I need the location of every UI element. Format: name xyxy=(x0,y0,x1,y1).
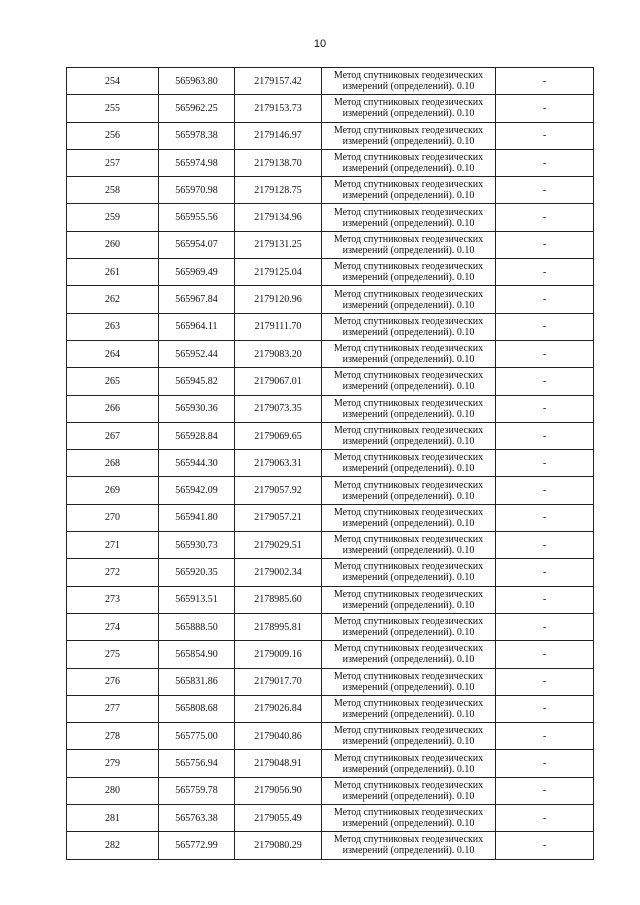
table-row xyxy=(67,723,594,750)
table-row xyxy=(67,559,594,586)
x-coordinate-cell: 565945.82 xyxy=(159,368,235,395)
point-number-cell: 270 xyxy=(67,504,159,531)
method-text-line-1: Метод спутниковых геодезических xyxy=(333,288,484,300)
table-row xyxy=(67,750,594,777)
table-row xyxy=(67,68,594,95)
table-row xyxy=(67,368,594,395)
point-number-cell: 276 xyxy=(67,668,159,695)
table-row xyxy=(67,340,594,367)
method-cell xyxy=(322,668,496,695)
y-coordinate-cell: 2179057.21 xyxy=(235,504,322,531)
method-cell xyxy=(322,122,496,149)
table-row xyxy=(67,95,594,122)
point-number-cell: 271 xyxy=(67,532,159,559)
method-text-line-1: Метод спутниковых геодезических xyxy=(333,70,484,82)
x-coordinate-cell: 565854.90 xyxy=(159,641,235,668)
note-cell: - xyxy=(496,477,594,504)
note-cell: - xyxy=(496,750,594,777)
x-coordinate-cell: 565978.38 xyxy=(159,122,235,149)
y-coordinate-cell: 2179134.96 xyxy=(235,204,322,231)
y-coordinate-cell: 2178985.60 xyxy=(235,586,322,613)
point-number-cell: 267 xyxy=(67,422,159,449)
point-number-cell: 260 xyxy=(67,231,159,258)
point-number-cell: 257 xyxy=(67,149,159,176)
method-text-line-1: Метод спутниковых геодезических xyxy=(333,616,484,628)
method-text-line-1: Метод спутниковых геодезических xyxy=(333,752,484,764)
method-text-line-2: измерений (определений). 0.10 xyxy=(342,736,475,748)
method-text-line-2: измерений (определений). 0.10 xyxy=(342,81,475,93)
y-coordinate-cell: 2179057.92 xyxy=(235,477,322,504)
method-cell xyxy=(322,695,496,722)
method-text-line-1: Метод спутниковых геодезических xyxy=(333,206,484,218)
note-cell: - xyxy=(496,95,594,122)
note-cell: - xyxy=(496,668,594,695)
method-text-line-2: измерений (определений). 0.10 xyxy=(342,408,475,420)
point-number-cell: 262 xyxy=(67,286,159,313)
method-text-line-2: измерений (определений). 0.10 xyxy=(342,299,475,311)
y-coordinate-cell: 2179083.20 xyxy=(235,340,322,367)
method-text-line-1: Метод спутниковых геодезических xyxy=(333,807,484,819)
point-number-cell: 263 xyxy=(67,313,159,340)
x-coordinate-cell: 565763.38 xyxy=(159,805,235,832)
method-text-line-1: Метод спутниковых геодезических xyxy=(333,670,484,682)
y-coordinate-cell: 2179026.84 xyxy=(235,695,322,722)
method-cell xyxy=(322,777,496,804)
point-number-cell: 258 xyxy=(67,177,159,204)
coordinates-table-body xyxy=(67,68,594,860)
method-text-line-2: измерений (определений). 0.10 xyxy=(342,790,475,802)
table-row xyxy=(67,422,594,449)
method-text-line-1: Метод спутниковых геодезических xyxy=(333,124,484,136)
method-text-line-2: измерений (определений). 0.10 xyxy=(342,326,475,338)
note-cell: - xyxy=(496,259,594,286)
method-cell xyxy=(322,641,496,668)
point-number-cell: 256 xyxy=(67,122,159,149)
method-text-line-2: измерений (определений). 0.10 xyxy=(342,572,475,584)
table-row xyxy=(67,395,594,422)
note-cell: - xyxy=(496,395,594,422)
note-cell: - xyxy=(496,777,594,804)
point-number-cell: 272 xyxy=(67,559,159,586)
point-number-cell: 261 xyxy=(67,259,159,286)
method-text-line-1: Метод спутниковых геодезических xyxy=(333,315,484,327)
method-text-line-1: Метод спутниковых геодезических xyxy=(333,479,484,491)
point-number-cell: 265 xyxy=(67,368,159,395)
method-cell xyxy=(322,723,496,750)
point-number-cell: 275 xyxy=(67,641,159,668)
table-row xyxy=(67,532,594,559)
method-text-line-2: измерений (определений). 0.10 xyxy=(342,463,475,475)
note-cell: - xyxy=(496,613,594,640)
point-number-cell: 274 xyxy=(67,613,159,640)
note-cell: - xyxy=(496,805,594,832)
x-coordinate-cell: 565964.11 xyxy=(159,313,235,340)
point-number-cell: 268 xyxy=(67,450,159,477)
y-coordinate-cell: 2179146.97 xyxy=(235,122,322,149)
method-cell xyxy=(322,613,496,640)
note-cell: - xyxy=(496,177,594,204)
table-row xyxy=(67,641,594,668)
y-coordinate-cell: 2179138.70 xyxy=(235,149,322,176)
method-text-line-1: Метод спутниковых геодезических xyxy=(333,834,484,846)
method-text-line-1: Метод спутниковых геодезических xyxy=(333,779,484,791)
method-text-line-2: измерений (определений). 0.10 xyxy=(342,163,475,175)
x-coordinate-cell: 565831.86 xyxy=(159,668,235,695)
method-cell xyxy=(322,204,496,231)
method-text-line-1: Метод спутниковых геодезических xyxy=(333,261,484,273)
method-text-line-2: измерений (определений). 0.10 xyxy=(342,135,475,147)
note-cell: - xyxy=(496,559,594,586)
point-number-cell: 259 xyxy=(67,204,159,231)
y-coordinate-cell: 2179056.90 xyxy=(235,777,322,804)
method-text-line-2: измерений (определений). 0.10 xyxy=(342,190,475,202)
x-coordinate-cell: 565969.49 xyxy=(159,259,235,286)
table-row xyxy=(67,122,594,149)
note-cell: - xyxy=(496,368,594,395)
y-coordinate-cell: 2179017.70 xyxy=(235,668,322,695)
method-text-line-2: измерений (определений). 0.10 xyxy=(342,381,475,393)
note-cell: - xyxy=(496,422,594,449)
method-cell xyxy=(322,313,496,340)
point-number-cell: 255 xyxy=(67,95,159,122)
method-text-line-2: измерений (определений). 0.10 xyxy=(342,627,475,639)
y-coordinate-cell: 2179073.35 xyxy=(235,395,322,422)
note-cell: - xyxy=(496,586,594,613)
note-cell: - xyxy=(496,723,594,750)
y-coordinate-cell: 2179125.04 xyxy=(235,259,322,286)
table-row xyxy=(67,259,594,286)
table-row xyxy=(67,777,594,804)
method-cell xyxy=(322,286,496,313)
x-coordinate-cell: 565962.25 xyxy=(159,95,235,122)
method-text-line-1: Метод спутниковых геодезических xyxy=(333,534,484,546)
method-text-line-2: измерений (определений). 0.10 xyxy=(342,244,475,256)
point-number-cell: 269 xyxy=(67,477,159,504)
method-text-line-1: Метод спутниковых геодезических xyxy=(333,97,484,109)
point-number-cell: 281 xyxy=(67,805,159,832)
method-cell xyxy=(322,805,496,832)
note-cell: - xyxy=(496,68,594,95)
note-cell: - xyxy=(496,149,594,176)
method-text-line-2: измерений (определений). 0.10 xyxy=(342,436,475,447)
x-coordinate-cell: 565941.80 xyxy=(159,504,235,531)
table-row xyxy=(67,668,594,695)
y-coordinate-cell: 2179009.16 xyxy=(235,641,322,668)
method-text-line-1: Метод спутниковых геодезических xyxy=(333,343,484,355)
note-cell: - xyxy=(496,231,594,258)
method-cell xyxy=(322,340,496,367)
method-text-line-1: Метод спутниковых геодезических xyxy=(333,725,484,737)
y-coordinate-cell: 2179080.29 xyxy=(235,832,322,859)
point-number-cell: 273 xyxy=(67,586,159,613)
method-cell xyxy=(322,559,496,586)
y-coordinate-cell: 2179063.31 xyxy=(235,450,322,477)
note-cell: - xyxy=(496,832,594,859)
table-row xyxy=(67,313,594,340)
note-cell: - xyxy=(496,450,594,477)
point-number-cell: 282 xyxy=(67,832,159,859)
method-cell xyxy=(322,231,496,258)
x-coordinate-cell: 565970.98 xyxy=(159,177,235,204)
method-text-line-1: Метод спутниковых геодезических xyxy=(333,179,484,191)
method-text-line-2: измерений (определений). 0.10 xyxy=(342,545,475,557)
method-cell xyxy=(322,504,496,531)
y-coordinate-cell: 2179153.73 xyxy=(235,95,322,122)
method-cell xyxy=(322,95,496,122)
y-coordinate-cell: 2179128.75 xyxy=(235,177,322,204)
method-text-line-2: измерений (определений). 0.10 xyxy=(342,818,475,830)
point-number-cell: 280 xyxy=(67,777,159,804)
y-coordinate-cell: 2179029.51 xyxy=(235,532,322,559)
method-text-line-1: Метод спутниковых геодезических xyxy=(333,425,484,436)
method-text-line-1: Метод спутниковых геодезических xyxy=(333,233,484,245)
note-cell: - xyxy=(496,695,594,722)
method-text-line-1: Метод спутниковых геодезических xyxy=(333,397,484,409)
table-row xyxy=(67,149,594,176)
method-cell xyxy=(322,368,496,395)
note-cell: - xyxy=(496,641,594,668)
x-coordinate-cell: 565930.73 xyxy=(159,532,235,559)
method-cell xyxy=(322,395,496,422)
method-cell xyxy=(322,68,496,95)
method-text-line-2: измерений (определений). 0.10 xyxy=(342,681,475,693)
y-coordinate-cell: 2179067.01 xyxy=(235,368,322,395)
table-row xyxy=(67,586,594,613)
method-cell xyxy=(322,149,496,176)
method-text-line-1: Метод спутниковых геодезических xyxy=(333,561,484,573)
y-coordinate-cell: 2179157.42 xyxy=(235,68,322,95)
method-text-line-1: Метод спутниковых геодезических xyxy=(333,588,484,600)
method-cell xyxy=(322,750,496,777)
method-text-line-2: измерений (определений). 0.10 xyxy=(342,490,475,502)
method-cell xyxy=(322,450,496,477)
note-cell: - xyxy=(496,532,594,559)
method-text-line-1: Метод спутниковых геодезических xyxy=(333,152,484,164)
x-coordinate-cell: 565756.94 xyxy=(159,750,235,777)
x-coordinate-cell: 565920.35 xyxy=(159,559,235,586)
table-row xyxy=(67,450,594,477)
table-row xyxy=(67,204,594,231)
x-coordinate-cell: 565775.00 xyxy=(159,723,235,750)
x-coordinate-cell: 565772.99 xyxy=(159,832,235,859)
method-text-line-1: Метод спутниковых геодезических xyxy=(333,452,484,464)
note-cell: - xyxy=(496,340,594,367)
note-cell: - xyxy=(496,504,594,531)
x-coordinate-cell: 565954.07 xyxy=(159,231,235,258)
method-cell xyxy=(322,586,496,613)
method-cell xyxy=(322,259,496,286)
x-coordinate-cell: 565930.36 xyxy=(159,395,235,422)
y-coordinate-cell: 2178995.81 xyxy=(235,613,322,640)
method-text-line-1: Метод спутниковых геодезических xyxy=(333,506,484,518)
note-cell: - xyxy=(496,286,594,313)
note-cell: - xyxy=(496,204,594,231)
method-text-line-2: измерений (определений). 0.10 xyxy=(342,654,475,666)
method-text-line-2: измерений (определений). 0.10 xyxy=(342,763,475,775)
x-coordinate-cell: 565952.44 xyxy=(159,340,235,367)
method-text-line-2: измерений (определений). 0.10 xyxy=(342,708,475,720)
x-coordinate-cell: 565942.09 xyxy=(159,477,235,504)
point-number-cell: 266 xyxy=(67,395,159,422)
page-number: 10 xyxy=(313,38,327,50)
method-text-line-1: Метод спутниковых геодезических xyxy=(333,697,484,709)
note-cell: - xyxy=(496,122,594,149)
table-row xyxy=(67,177,594,204)
point-number-cell: 254 xyxy=(67,68,159,95)
table-row xyxy=(67,504,594,531)
x-coordinate-cell: 565944.30 xyxy=(159,450,235,477)
y-coordinate-cell: 2179040.86 xyxy=(235,723,322,750)
table-row xyxy=(67,477,594,504)
table-row xyxy=(67,286,594,313)
x-coordinate-cell: 565759.78 xyxy=(159,777,235,804)
y-coordinate-cell: 2179120.96 xyxy=(235,286,322,313)
table-row xyxy=(67,832,594,859)
method-text-line-2: измерений (определений). 0.10 xyxy=(342,354,475,366)
x-coordinate-cell: 565928.84 xyxy=(159,422,235,449)
y-coordinate-cell: 2179048.91 xyxy=(235,750,322,777)
method-cell xyxy=(322,422,496,449)
x-coordinate-cell: 565888.50 xyxy=(159,613,235,640)
method-text-line-2: измерений (определений). 0.10 xyxy=(342,272,475,284)
x-coordinate-cell: 565963.80 xyxy=(159,68,235,95)
x-coordinate-cell: 565913.51 xyxy=(159,586,235,613)
y-coordinate-cell: 2179002.34 xyxy=(235,559,322,586)
y-coordinate-cell: 2179111.70 xyxy=(235,313,322,340)
x-coordinate-cell: 565808.68 xyxy=(159,695,235,722)
point-number-cell: 277 xyxy=(67,695,159,722)
point-number-cell: 278 xyxy=(67,723,159,750)
method-text-line-2: измерений (определений). 0.10 xyxy=(342,845,475,857)
method-text-line-2: измерений (определений). 0.10 xyxy=(342,599,475,611)
x-coordinate-cell: 565955.56 xyxy=(159,204,235,231)
method-cell xyxy=(322,532,496,559)
table-row xyxy=(67,805,594,832)
point-number-cell: 264 xyxy=(67,340,159,367)
point-number-cell: 279 xyxy=(67,750,159,777)
x-coordinate-cell: 565974.98 xyxy=(159,149,235,176)
method-text-line-1: Метод спутниковых геодезических xyxy=(333,643,484,655)
method-text-line-2: измерений (определений). 0.10 xyxy=(342,517,475,529)
y-coordinate-cell: 2179131.25 xyxy=(235,231,322,258)
x-coordinate-cell: 565967.84 xyxy=(159,286,235,313)
method-text-line-1: Метод спутниковых геодезических xyxy=(333,370,484,382)
y-coordinate-cell: 2179069.65 xyxy=(235,422,322,449)
table-row xyxy=(67,695,594,722)
note-cell: - xyxy=(496,313,594,340)
coordinates-table xyxy=(66,67,594,860)
method-text-line-2: измерений (определений). 0.10 xyxy=(342,108,475,120)
method-cell xyxy=(322,477,496,504)
method-text-line-2: измерений (определений). 0.10 xyxy=(342,217,475,229)
y-coordinate-cell: 2179055.49 xyxy=(235,805,322,832)
table-row xyxy=(67,231,594,258)
table-row xyxy=(67,613,594,640)
method-cell xyxy=(322,177,496,204)
method-cell xyxy=(322,832,496,859)
